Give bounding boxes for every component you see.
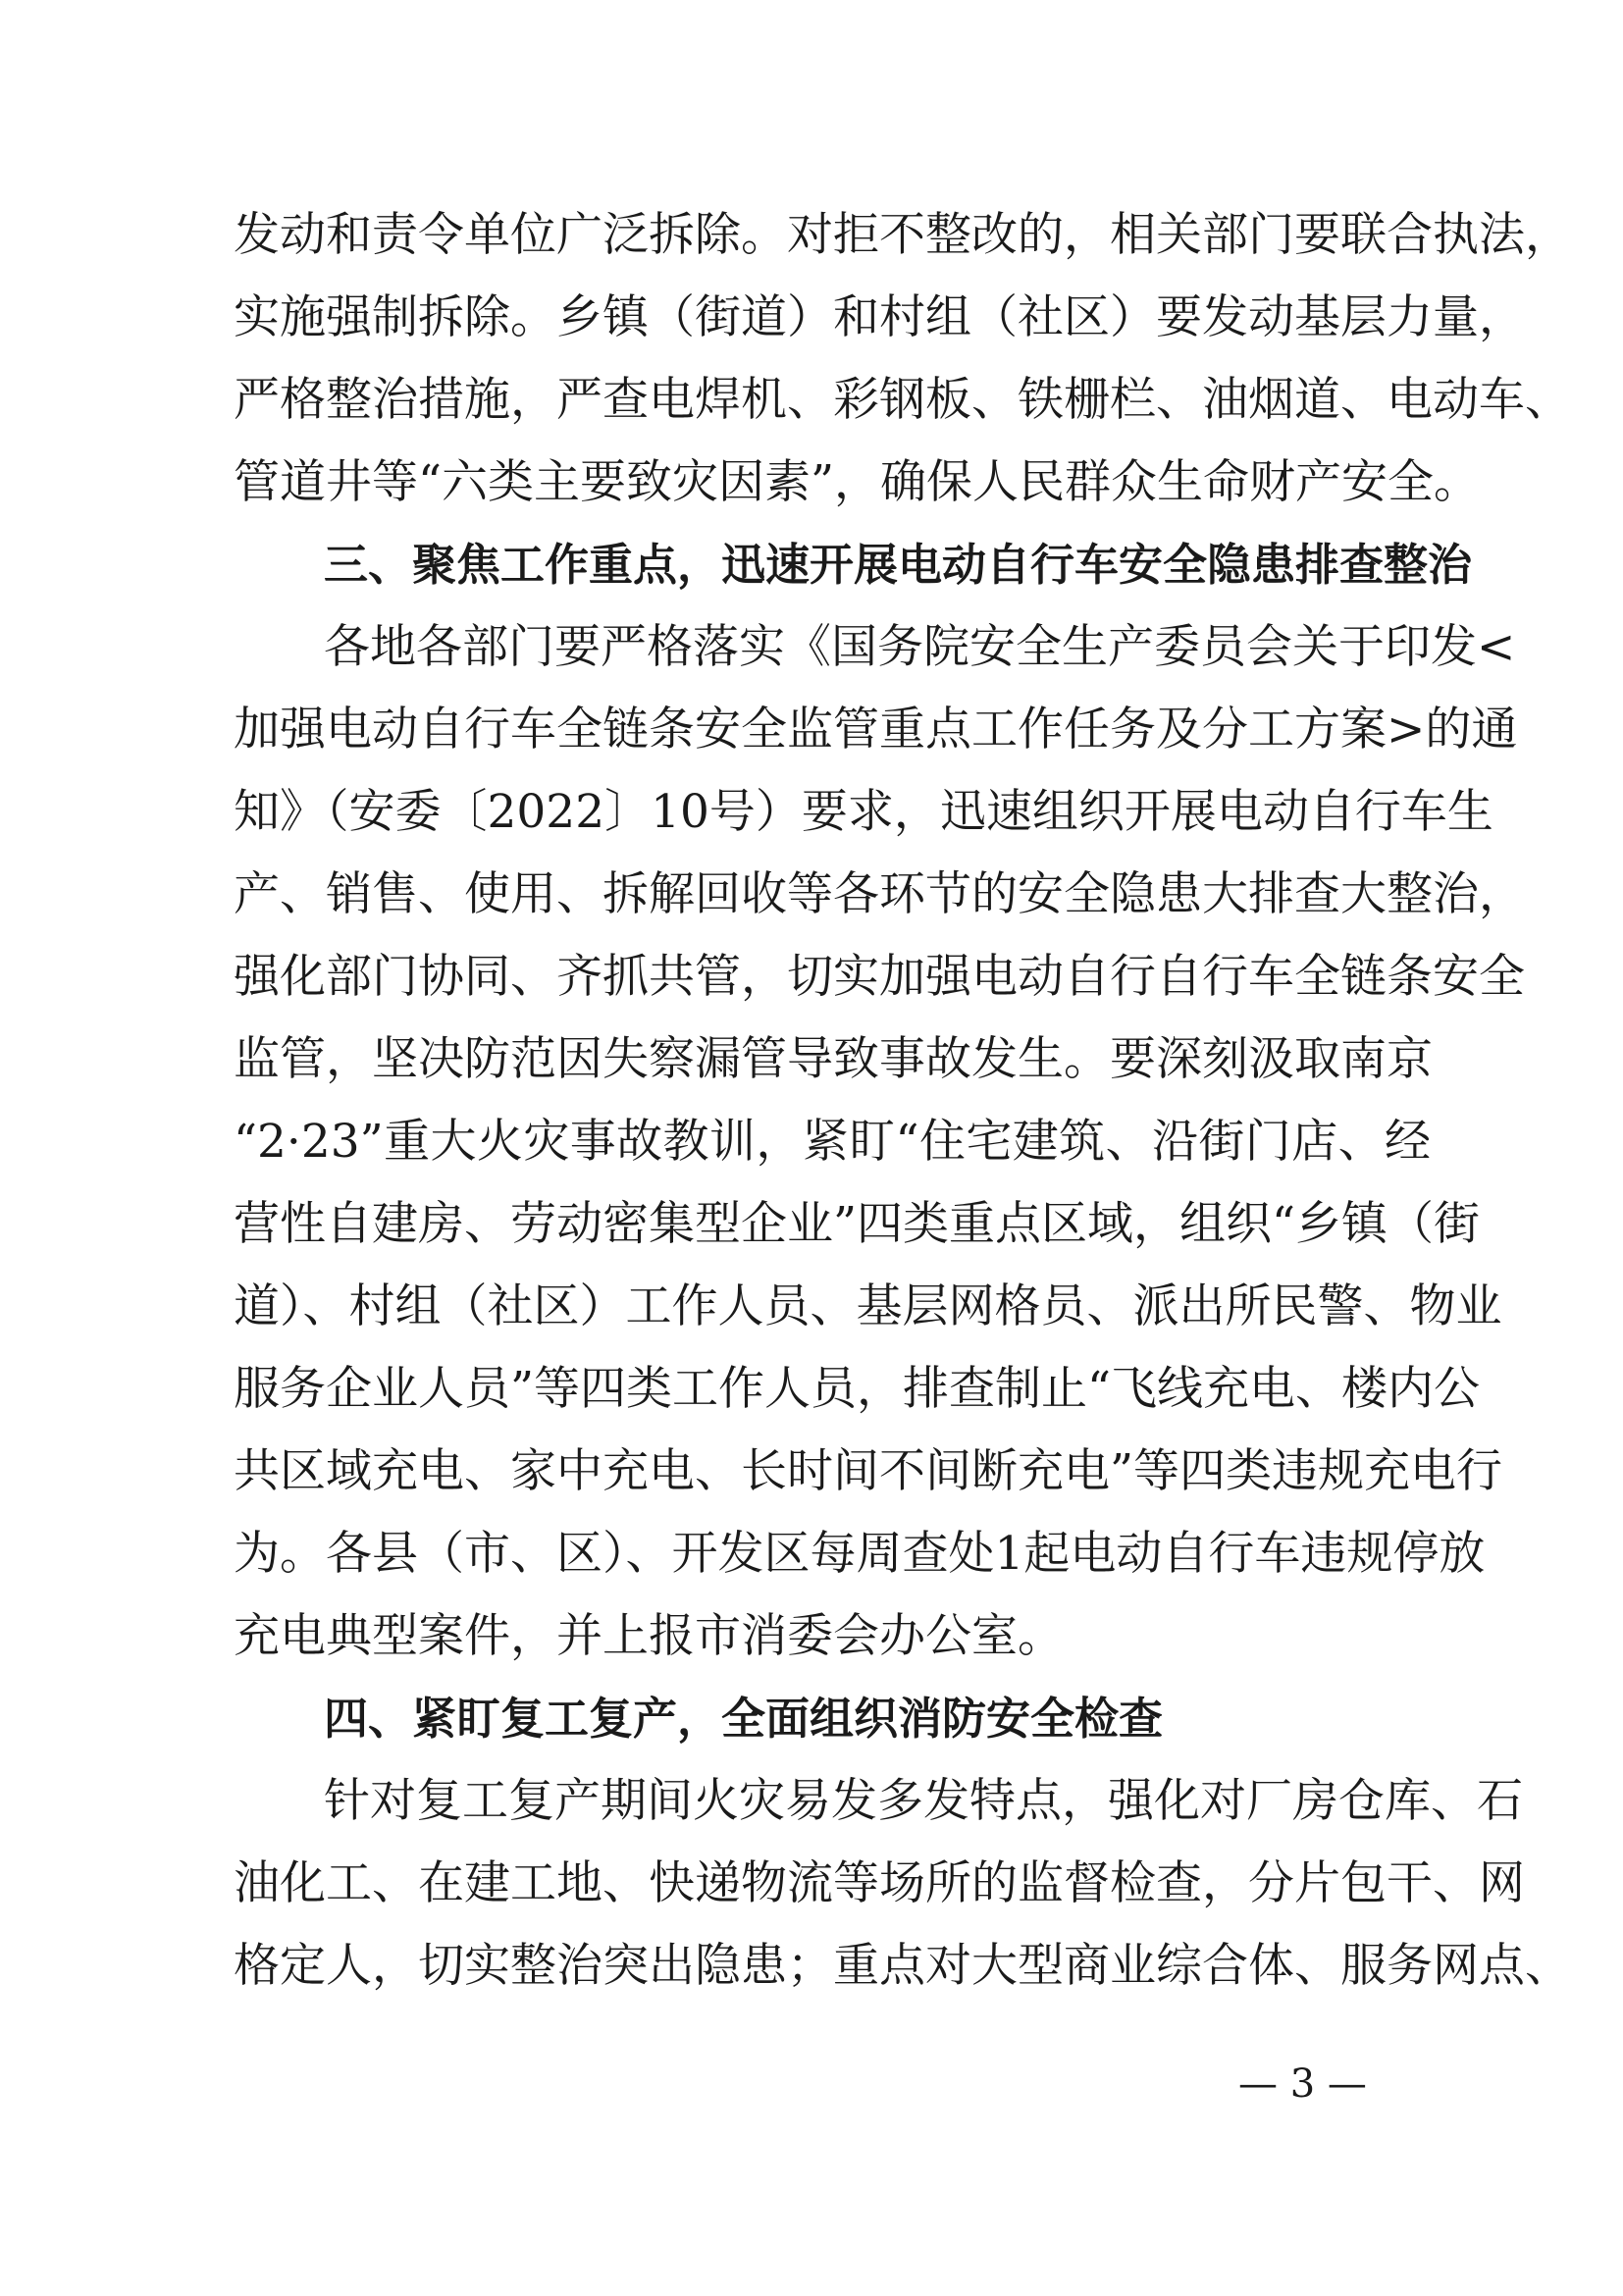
body-text-line: 共区域充电、家中充电、长时间不间断充电”等四类违规充电行	[234, 1444, 1503, 1498]
body-text-line: 严格整治措施，严查电焊机、彩钢板、铁栅栏、油烟道、电动车、	[234, 373, 1571, 427]
section-heading-3: 三、聚焦工作重点，迅速开展电动自行车安全隐患排查整治	[324, 539, 1473, 591]
body-text-line: 营性自建房、劳动密集型企业”四类重点区域，组织“乡镇（街	[234, 1197, 1481, 1251]
body-text-line: 发动和责令单位广泛拆除。对拒不整改的，相关部门要联合执法，	[234, 208, 1571, 262]
body-text-line: 充电典型案件，并上报市消委会办公室。	[234, 1609, 1064, 1663]
body-text-line: 服务企业人员”等四类工作人员，排查制止“飞线充电、楼内公	[234, 1362, 1481, 1416]
body-text-line: 知》（安委〔2022〕10号）要求，迅速组织开展电动自行车生	[234, 785, 1493, 839]
body-text-line: 实施强制拆除。乡镇（街道）和村组（社区）要发动基层力量，	[234, 290, 1525, 344]
body-text-line: 格定人，切实整治突出隐患；重点对大型商业综合体、服务网点、	[234, 1939, 1571, 1993]
section-heading-4: 四、紧盯复工复产，全面组织消防安全检查	[324, 1693, 1164, 1745]
body-text-line: 加强电动自行车全链条安全监管重点工作任务及分工方案>的通	[234, 703, 1518, 757]
body-text-line: 油化工、在建工地、快递物流等场所的监督检查，分片包干、网	[234, 1856, 1525, 1910]
body-text-line: 各地各部门要严格落实《国务院安全生产委员会关于印发<	[324, 620, 1516, 674]
body-text-line: 道）、村组（社区）工作人员、基层网格员、派出所民警、物业	[234, 1279, 1502, 1333]
body-text-line: 针对复工复产期间火灾易发多发特点，强化对厂房仓库、石	[324, 1774, 1523, 1828]
page-number: — 3 —	[1238, 2061, 1367, 2107]
body-text-line: 为。各县（市、区）、开发区每周查处1起电动自行车违规停放	[234, 1527, 1486, 1581]
body-text-line: 监管，坚决防范因失察漏管导致事故发生。要深刻汲取南京	[234, 1032, 1433, 1086]
body-text-line: 产、销售、使用、拆解回收等各环节的安全隐患大排查大整治，	[234, 867, 1525, 921]
body-text-line: 管道井等“六类主要致灾因素”，确保人民群众生命财产安全。	[234, 455, 1481, 509]
body-text-line: “2·23”重大火灾事故教训，紧盯“住宅建筑、沿街门店、经	[234, 1115, 1431, 1169]
body-text-line: 强化部门协同、齐抓共管，切实加强电动自行自行车全链条安全	[234, 950, 1525, 1004]
